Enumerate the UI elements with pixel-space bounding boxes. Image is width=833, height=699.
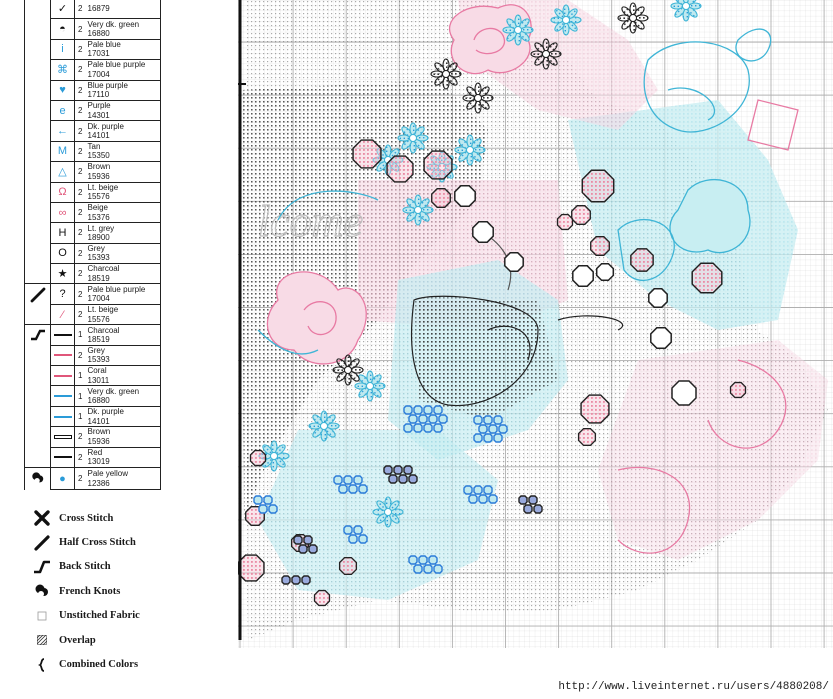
color-key-body (25, 0, 161, 490)
bead (414, 565, 422, 573)
color-name-cell (86, 427, 161, 447)
color-name: Pale blue purple (87, 60, 146, 70)
daisy (455, 135, 485, 165)
key-symbol: e (51, 100, 75, 120)
color-number: 14101 (87, 416, 110, 426)
color-number: 17110 (87, 90, 110, 100)
back-stitch-icon (25, 325, 51, 468)
french-knot-icon (30, 581, 54, 601)
daisy (431, 59, 461, 89)
key-symbol: ← (51, 121, 75, 141)
color-name-cell (86, 121, 161, 141)
key-symbol (51, 447, 75, 467)
bead (389, 475, 397, 483)
color-number: 15376 (87, 212, 110, 222)
color-number: 16880 (87, 396, 110, 406)
half-cross-stitch-icon (30, 533, 54, 553)
half-cross-stitch-icon (25, 284, 51, 325)
bead (354, 526, 362, 534)
bead (524, 505, 532, 513)
bead (429, 556, 437, 564)
color-name: Charcoal (87, 264, 120, 274)
bead (304, 536, 312, 544)
berry (597, 264, 614, 281)
bead (359, 535, 367, 543)
color-name: Dk. purple (87, 121, 124, 131)
color-name: Brown (87, 427, 111, 437)
bead (292, 576, 300, 584)
bead (359, 485, 367, 493)
bead (474, 434, 482, 442)
key-symbol: ✓ (51, 0, 75, 19)
berry (573, 266, 593, 286)
color-number: 12386 (87, 478, 110, 488)
color-name: Pale blue purple (87, 284, 146, 294)
berry (649, 289, 667, 307)
legend-label: Unstitched Fabric (59, 610, 140, 622)
legend-label: Combined Colors (59, 659, 139, 671)
bead (424, 424, 432, 432)
strand-count: 2 (75, 100, 86, 120)
color-name: Blue purple (87, 80, 128, 90)
bead (489, 425, 497, 433)
berry (651, 328, 671, 348)
stitch-type-cell (25, 0, 51, 284)
daisy (463, 83, 493, 113)
bead (489, 495, 497, 503)
color-name: Lt. grey (87, 223, 115, 233)
color-number: 18900 (87, 232, 110, 242)
bead (479, 425, 487, 433)
bead (282, 576, 290, 584)
color-name-cell (86, 243, 161, 263)
color-number: 13011 (87, 375, 110, 385)
legend-label: French Knots (59, 585, 121, 597)
strand-count: 2 (75, 39, 86, 59)
bead (414, 406, 422, 414)
berry-fill (731, 383, 745, 397)
berry-fill (251, 451, 265, 465)
color-name-cell (86, 345, 161, 365)
berry-fill (583, 171, 613, 201)
bead (499, 425, 507, 433)
strand-count: 2 (75, 19, 86, 39)
bead (404, 424, 412, 432)
color-name-cell (86, 19, 161, 39)
color-key-table (24, 0, 161, 490)
legend-item-overlap (30, 628, 140, 652)
color-name: Lt. beige (87, 305, 119, 315)
french-knot-icon (25, 467, 51, 490)
color-number: 15350 (87, 151, 110, 161)
color-name: Very dk. green (87, 386, 140, 396)
berry-fill (579, 429, 595, 445)
color-number: 15393 (87, 253, 110, 263)
berry-fill (340, 558, 356, 574)
bead (484, 486, 492, 494)
back-stitch-icon (30, 557, 54, 577)
bead (434, 424, 442, 432)
bead (269, 505, 277, 513)
bead (294, 536, 302, 544)
daisy (503, 15, 533, 45)
strand-count: 2 (75, 467, 86, 490)
bead (409, 475, 417, 483)
color-name: Beige (87, 203, 108, 213)
color-number: 15576 (87, 314, 110, 324)
key-row (25, 325, 161, 345)
color-name-cell (86, 39, 161, 59)
bead (424, 565, 432, 573)
key-symbol (51, 386, 75, 406)
strand-count: 2 (75, 80, 86, 100)
color-name-cell (86, 447, 161, 467)
key-symbol: ♥ (51, 80, 75, 100)
bead (494, 416, 502, 424)
combined-colors-icon (30, 655, 54, 675)
color-name-cell (86, 182, 161, 202)
color-name: Very dk. green (87, 19, 140, 29)
berry-fill (591, 237, 609, 255)
color-name-cell (86, 141, 161, 161)
pattern-chart (238, 0, 833, 648)
bead (424, 406, 432, 414)
color-name-cell (86, 100, 161, 120)
key-symbol: O (51, 243, 75, 263)
bead (354, 476, 362, 484)
key-symbol: i (51, 39, 75, 59)
color-name: Grey (87, 345, 105, 355)
color-number: 14301 (87, 110, 110, 120)
strand-count: 2 (75, 182, 86, 202)
color-number: 15393 (87, 355, 110, 365)
berry (473, 222, 493, 242)
strand-count: 1 (75, 406, 86, 426)
berry-fill (315, 591, 329, 605)
strand-count: 2 (75, 243, 86, 263)
strand-count: 2 (75, 447, 86, 467)
bead (399, 475, 407, 483)
berry-fill (582, 396, 608, 422)
daisy (333, 355, 363, 385)
key-symbol (51, 406, 75, 426)
color-name-cell (86, 264, 161, 284)
daisy (551, 5, 581, 35)
color-name: Dk. purple (87, 407, 124, 417)
daisy (355, 371, 385, 401)
bead (404, 466, 412, 474)
key-symbol: ⌘ (51, 60, 75, 80)
color-number: 15576 (87, 192, 110, 202)
berry-fill (693, 264, 721, 292)
cross-stitch-icon (30, 508, 54, 528)
bead (344, 526, 352, 534)
bead (404, 406, 412, 414)
strand-count: 1 (75, 325, 86, 345)
berry (672, 381, 696, 405)
key-symbol: H (51, 223, 75, 243)
color-name-cell (86, 366, 161, 386)
key-symbol: ⁄ (51, 304, 75, 324)
key-symbol (51, 366, 75, 386)
key-symbol (51, 345, 75, 365)
strand-count: 2 (75, 223, 86, 243)
color-name: Brown (87, 162, 111, 172)
bead (434, 565, 442, 573)
footer-url[interactable]: http://www.liveinternet.ru/users/4880208/ (558, 681, 829, 693)
color-name-cell (86, 406, 161, 426)
key-symbol: ◓ (51, 19, 75, 39)
bead (339, 485, 347, 493)
overlap-icon (30, 630, 54, 650)
color-name-cell (86, 304, 161, 324)
bead (494, 434, 502, 442)
color-name-cell (86, 284, 161, 304)
bead (439, 415, 447, 423)
bead (394, 466, 402, 474)
key-symbol: △ (51, 162, 75, 182)
strand-count: 2 (75, 162, 86, 182)
strand-count: 1 (75, 386, 86, 406)
strand-count: 2 (75, 0, 86, 19)
bead (484, 416, 492, 424)
key-row (25, 467, 161, 490)
daisy (309, 411, 339, 441)
color-number: 15936 (87, 171, 110, 181)
color-name: Purple (87, 101, 111, 111)
color-name-cell (86, 162, 161, 182)
color-name: Charcoal (87, 325, 120, 335)
berry (505, 253, 523, 271)
legend-label: Cross Stitch (59, 512, 114, 524)
strand-count: 2 (75, 284, 86, 304)
strand-count: 2 (75, 141, 86, 161)
bead (259, 505, 267, 513)
bead (344, 476, 352, 484)
berry-fill (632, 250, 653, 271)
bead (302, 576, 310, 584)
color-number: 14101 (87, 131, 110, 141)
pattern-chart-canvas (238, 0, 833, 648)
berry-fill (354, 141, 380, 167)
color-name: Pale blue (87, 40, 121, 50)
bead (474, 486, 482, 494)
bead (309, 545, 317, 553)
color-name: Grey (87, 243, 105, 253)
strand-count: 2 (75, 304, 86, 324)
color-number: 18519 (87, 273, 110, 283)
key-symbol: ? (51, 284, 75, 304)
stitch-legend (30, 506, 140, 677)
daisy (531, 39, 561, 69)
key-symbol: M (51, 141, 75, 161)
strand-count: 2 (75, 121, 86, 141)
berry-fill (388, 157, 413, 182)
strand-count: 2 (75, 345, 86, 365)
watermark-text: lcome (258, 197, 364, 246)
key-symbol: ∞ (51, 202, 75, 222)
legend-item-unstitched-fabric (30, 604, 140, 628)
berry-fill (572, 206, 590, 224)
color-number: 18519 (87, 334, 110, 344)
bead (429, 415, 437, 423)
color-name: Tan (87, 142, 101, 152)
strand-count: 2 (75, 264, 86, 284)
bead (519, 496, 527, 504)
bead (349, 535, 357, 543)
bead (434, 406, 442, 414)
key-symbol: ★ (51, 264, 75, 284)
color-name: Coral (87, 366, 107, 376)
bead (409, 556, 417, 564)
color-number: 17004 (87, 69, 110, 79)
berry-fill (425, 152, 451, 178)
key-symbol (51, 325, 75, 345)
bead (464, 486, 472, 494)
strand-count: 2 (75, 202, 86, 222)
color-name: Pale yellow (87, 469, 128, 479)
color-number: 17004 (87, 294, 110, 304)
bead (529, 496, 537, 504)
color-name-cell (86, 60, 161, 80)
bead (414, 424, 422, 432)
bead (419, 556, 427, 564)
color-name-cell (86, 202, 161, 222)
key-row (25, 0, 161, 19)
bead (479, 495, 487, 503)
color-name-cell (86, 325, 161, 345)
bead (384, 466, 392, 474)
berry (455, 186, 475, 206)
legend-item-half-cross-stitch (30, 530, 140, 554)
legend-item-back-stitch (30, 555, 140, 579)
daisy (403, 195, 433, 225)
bead (349, 485, 357, 493)
color-name: Lt. beige (87, 182, 119, 192)
color-name-cell (86, 386, 161, 406)
key-symbol (51, 427, 75, 447)
legend-item-french-knots (30, 579, 140, 603)
berry-fill (432, 189, 450, 207)
color-name-cell (86, 467, 161, 490)
color-name-cell (86, 223, 161, 243)
daisy (373, 497, 403, 527)
berry-fill (239, 556, 264, 581)
bead (409, 415, 417, 423)
key-symbol: ● (51, 467, 75, 490)
unstitched-fabric-icon (30, 606, 54, 626)
key-symbol: Ω (51, 182, 75, 202)
berry-fill (558, 215, 572, 229)
bead (334, 476, 342, 484)
color-number: 16879 (87, 3, 110, 13)
legend-label: Half Cross Stitch (59, 537, 136, 549)
legend-item-cross-stitch (30, 506, 140, 530)
legend-label: Overlap (59, 634, 96, 646)
strand-count: 2 (75, 427, 86, 447)
color-name-cell (86, 0, 161, 19)
bead (299, 545, 307, 553)
strand-count: 2 (75, 60, 86, 80)
color-number: 15936 (87, 436, 110, 446)
bead (469, 495, 477, 503)
key-row (25, 284, 161, 304)
color-number: 13019 (87, 457, 110, 467)
color-name: Red (87, 447, 103, 457)
color-number: 17031 (87, 49, 110, 59)
bead (534, 505, 542, 513)
color-number: 16880 (87, 29, 110, 39)
bead (419, 415, 427, 423)
bead (264, 496, 272, 504)
color-name-cell (86, 80, 161, 100)
legend-label: Back Stitch (59, 561, 111, 573)
strand-count: 1 (75, 366, 86, 386)
bead (474, 416, 482, 424)
legend-item-combined-colors (30, 652, 140, 676)
daisy (398, 123, 428, 153)
bead (484, 434, 492, 442)
daisy (618, 3, 648, 33)
bead (254, 496, 262, 504)
